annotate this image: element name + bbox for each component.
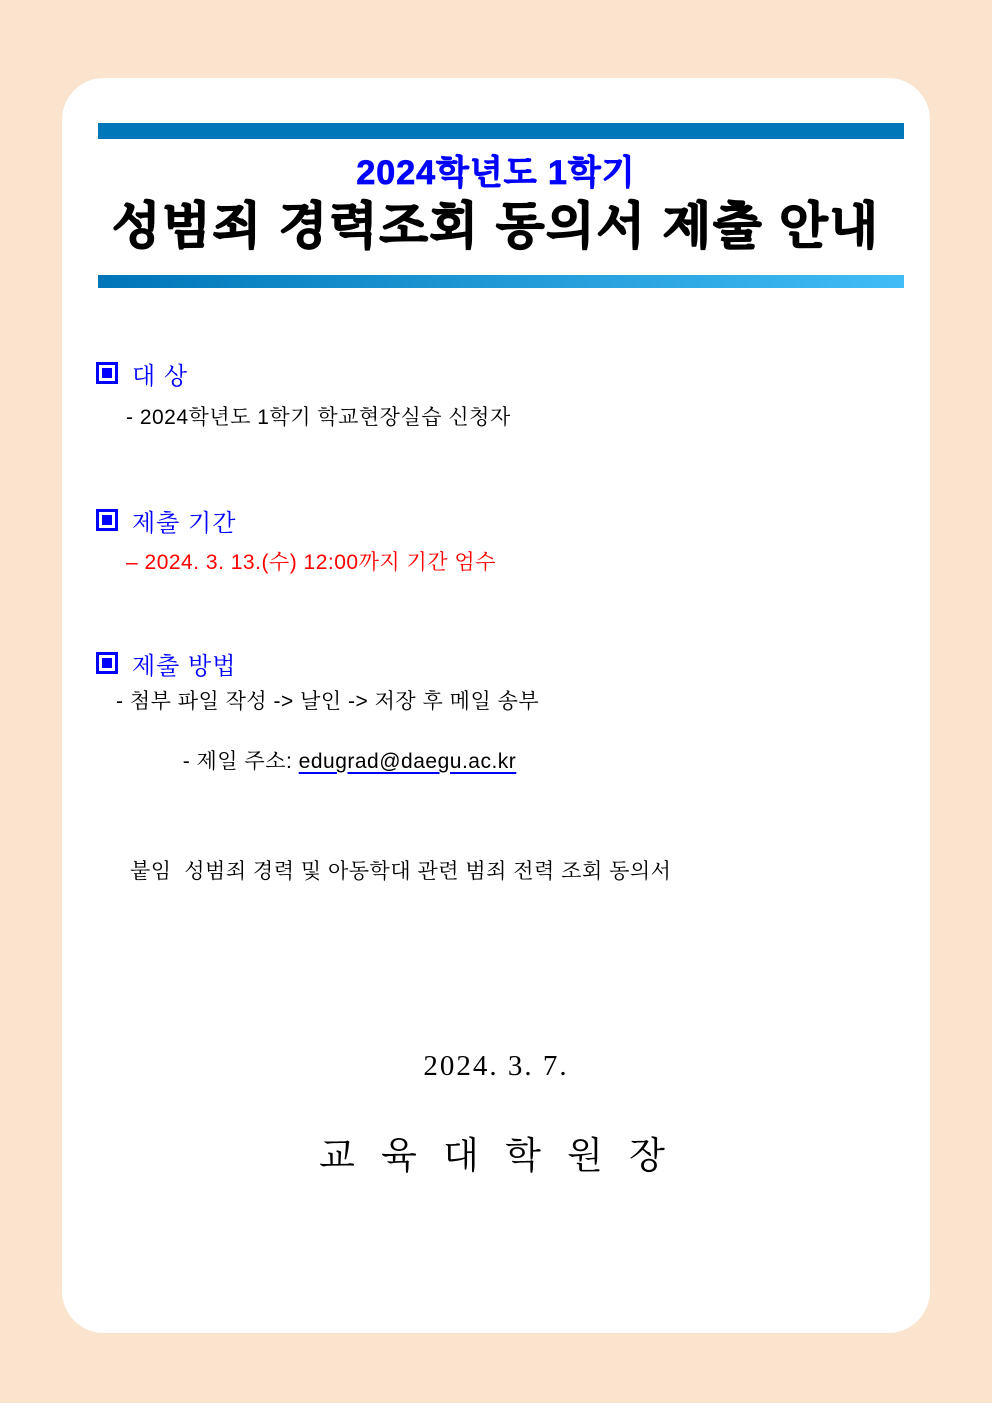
- square-bullet-inner: [102, 368, 112, 378]
- header-top-bar: [98, 123, 904, 139]
- section-target-header: [96, 356, 930, 391]
- section-target-title: 대 상: [132, 362, 189, 390]
- square-bullet-icon: [96, 509, 118, 531]
- section-deadline-header: [96, 503, 930, 538]
- notice-date: 2024. 3. 7.: [423, 1049, 569, 1082]
- signer-title: 교 육 대 학 원 장: [319, 1134, 673, 1176]
- square-bullet-icon: [96, 652, 118, 674]
- section-method-title: 제출 방법: [132, 652, 237, 680]
- section-deadline-title: 제출 기간: [132, 509, 237, 537]
- notice-subtitle: 2024학년도 1학기: [356, 154, 636, 192]
- header-gradient-bar: [98, 275, 904, 288]
- square-bullet-icon: [96, 362, 118, 384]
- section-method-line: - 첨부 파일 작성 -> 날인 -> 저장 후 메일 송부: [116, 689, 540, 713]
- section-method: [96, 646, 930, 801]
- section-target: [96, 356, 930, 431]
- email-label: - 제일 주소:: [182, 749, 299, 773]
- section-target-line: - 2024학년도 1학기 학교현장실습 신청자: [126, 405, 511, 429]
- email-link[interactable]: edugrad@daegu.ac.kr: [298, 749, 517, 773]
- notice-body: [62, 356, 930, 885]
- notice-title: 성범죄 경력조회 동의서 제출 안내: [112, 197, 880, 254]
- notice-card: [62, 78, 930, 1333]
- section-deadline: [96, 503, 930, 576]
- section-method-header: [96, 646, 930, 681]
- section-method-email-line: [132, 723, 930, 801]
- square-bullet-inner: [102, 515, 112, 525]
- section-deadline-line: – 2024. 3. 13.(수) 12:00까지 기간 엄수: [126, 550, 496, 574]
- attachment-note: 붙임 성범죄 경력 및 아동학대 관련 범죄 전력 조회 동의서: [130, 859, 672, 883]
- square-bullet-inner: [102, 658, 112, 668]
